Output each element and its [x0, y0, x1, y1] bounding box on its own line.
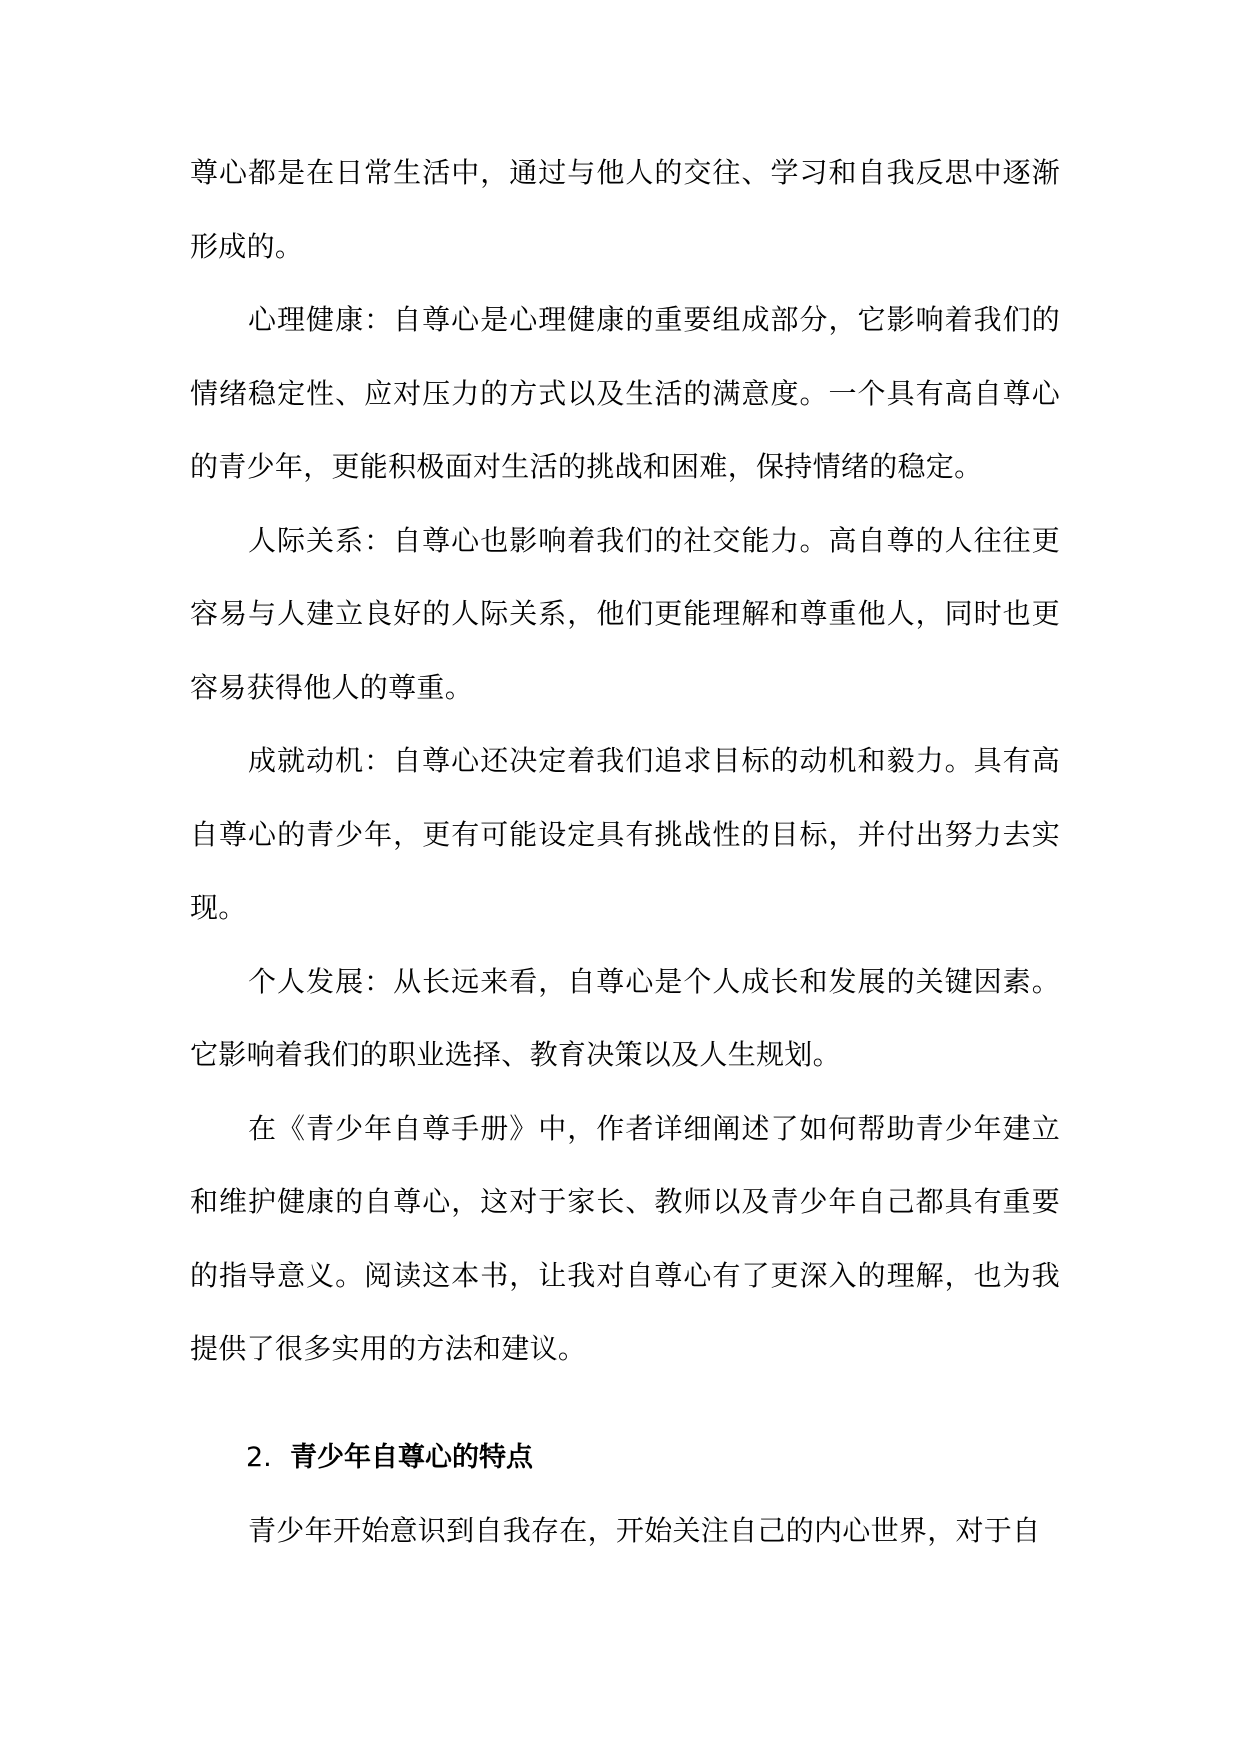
paragraph-achievement-motivation: 成就动机：自尊心还决定着我们追求目标的动机和毅力。具有高自尊心的青少年，更有可能设定具有挑战性的目标，并付出努力去实现。 [190, 744, 1060, 924]
section-title: 青少年自尊心的特点 [290, 1441, 533, 1473]
paragraph-book-summary: 在《青少年自尊手册》中，作者详细阐述了如何帮助青少年建立和维护健康的自尊心，这对于家长、教师以及青少年自己都具有重要的指导意义。阅读这本书，让我对自尊心有了更深入的理解，也为我提供了很多实用的方法和建议。 [190, 1111, 1060, 1365]
document-content [190, 136, 1060, 1568]
paragraph-personal-development: 个人发展：从长远来看，自尊心是个人成长和发展的关键因素。它影响着我们的职业选择、教育决策以及人生规划。 [190, 964, 1060, 1071]
paragraph-mental-health: 心理健康：自尊心是心理健康的重要组成部分，它影响着我们的情绪稳定性、应对压力的方式以及生活的满意度。一个具有高自尊心的青少年，更能积极面对生活的挑战和困难，保持情绪的稳定。 [190, 303, 1060, 483]
section-heading [190, 1421, 1060, 1495]
paragraph-relationships: 人际关系：自尊心也影响着我们的社交能力。高自尊的人往往更容易与人建立良好的人际关系，他们更能理解和尊重他人，同时也更容易获得他人的尊重。 [190, 523, 1060, 704]
paragraph-section-intro: 青少年开始意识到自我存在，开始关注自己的内心世界，对于自 [248, 1514, 1041, 1547]
paragraph-continuation: 尊心都是在日常生活中，通过与他人的交往、学习和自我反思中逐渐形成的。 [190, 156, 1060, 263]
section-number: 2. [246, 1441, 272, 1473]
